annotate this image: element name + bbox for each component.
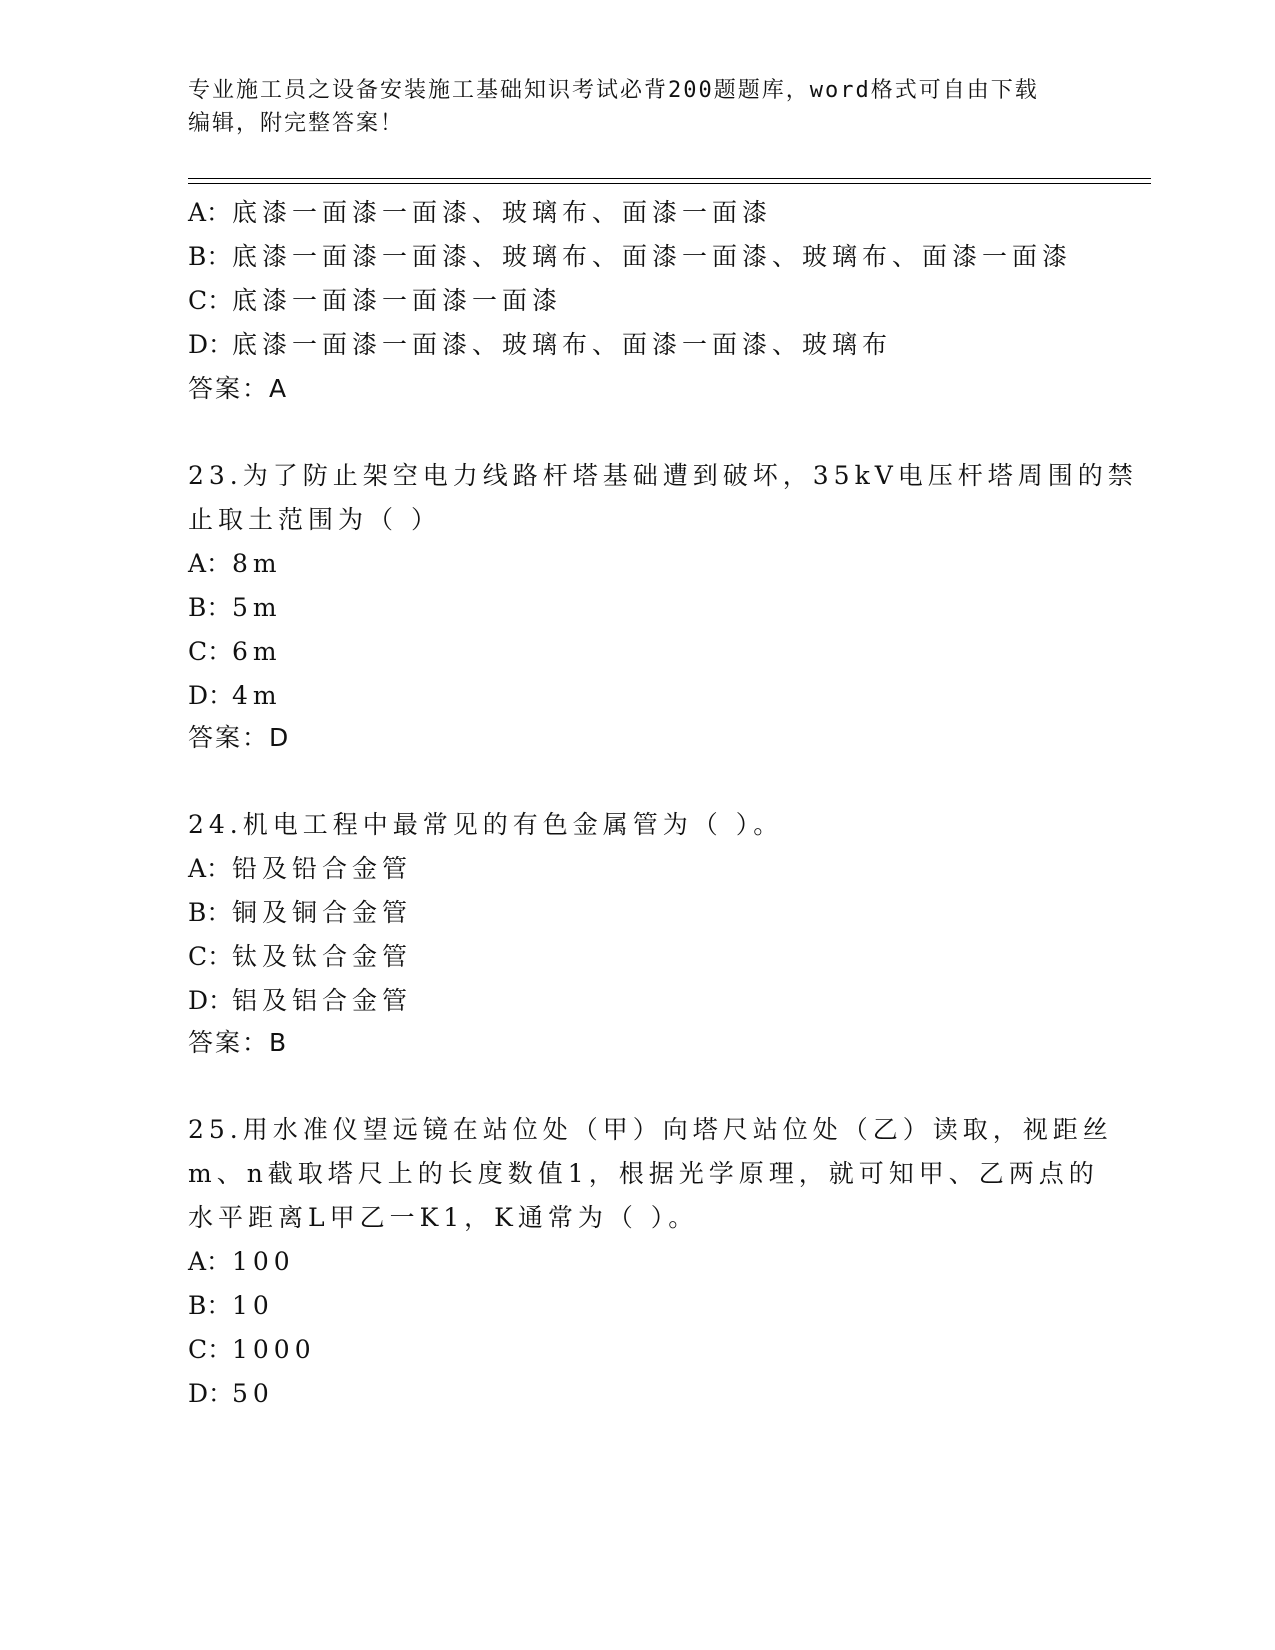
header-line-2: 编辑，附完整答案！ xyxy=(188,111,405,136)
q23-option-a-text: 8m xyxy=(232,549,282,578)
q23-option-d xyxy=(188,676,282,712)
header-divider-bottom xyxy=(188,183,1151,184)
q22-option-d-text: 底漆一面漆一面漆、玻璃布、面漆一面漆、玻璃布 xyxy=(232,330,893,359)
q22-option-a xyxy=(188,193,772,229)
q23-option-c-label: C： xyxy=(188,637,233,666)
q24-option-b-label: B： xyxy=(188,898,232,927)
q24-option-d-label: D： xyxy=(188,986,234,1015)
q24-answer: 答案：B xyxy=(188,1028,289,1057)
q22-option-d xyxy=(188,325,892,361)
q24-stem-line-1: 24.机电工程中最常见的有色金属管为（ ）。 xyxy=(188,810,784,839)
q23-option-b-text: 5m xyxy=(232,593,282,622)
q23-stem-line-1: 23.为了防止架空电力线路杆塔基础遭到破坏，35kV电压杆塔周围的禁 xyxy=(188,461,1138,490)
q24-option-d xyxy=(188,981,412,1017)
q23-option-c xyxy=(188,632,282,668)
q22-option-c-label: C： xyxy=(188,286,233,315)
q23-option-d-label: D： xyxy=(188,681,234,710)
q24-option-c-text: 钛及钛合金管 xyxy=(232,942,413,971)
header-line-1: 专业施工员之设备安装施工基础知识考试必背200题题库，word格式可自由下载 xyxy=(188,78,1039,103)
q22-option-a-label: A： xyxy=(188,198,232,227)
q25-option-a-text: 100 xyxy=(232,1247,295,1276)
q22-answer: 答案：A xyxy=(188,374,289,403)
q23-answer: 答案：D xyxy=(188,723,291,752)
q22-option-a-text: 底漆一面漆一面漆、玻璃布、面漆一面漆 xyxy=(232,198,773,227)
q22-option-b-label: B： xyxy=(188,242,232,271)
q23-stem-line-2: 止取土范围为（ ） xyxy=(188,505,441,534)
q24-option-c-label: C： xyxy=(188,942,233,971)
q24-option-d-text: 铝及铝合金管 xyxy=(232,986,413,1015)
q22-option-c xyxy=(188,281,562,317)
q25-stem-line-2: m、n截取塔尺上的长度数值1，根据光学原理，就可知甲、乙两点的 xyxy=(188,1159,1099,1188)
q24-option-b-text: 铜及铜合金管 xyxy=(232,898,413,927)
q25-option-b-label: B： xyxy=(188,1291,232,1320)
q23-option-b-label: B： xyxy=(188,593,232,622)
q25-option-a xyxy=(188,1242,295,1278)
q22-option-d-label: D： xyxy=(188,330,234,359)
q23-option-d-text: 4m xyxy=(232,681,282,710)
q25-stem-line-3: 水平距离L甲乙一K1，K通常为（ ）。 xyxy=(188,1203,699,1232)
q22-option-b xyxy=(188,237,1072,273)
q25-option-c-label: C： xyxy=(188,1335,233,1364)
document-header xyxy=(188,74,1088,140)
q25-option-b xyxy=(188,1286,274,1322)
q23-option-b xyxy=(188,588,282,624)
header-divider-top xyxy=(188,178,1151,179)
q22-option-b-text: 底漆一面漆一面漆、玻璃布、面漆一面漆、玻璃布、面漆一面漆 xyxy=(232,242,1073,271)
q25-option-b-text: 10 xyxy=(232,1291,274,1320)
q25-option-c-text: 1000 xyxy=(232,1335,316,1364)
q23-option-a-label: A： xyxy=(188,549,232,578)
q22-option-c-text: 底漆一面漆一面漆一面漆 xyxy=(232,286,563,315)
q24-option-c xyxy=(188,937,412,973)
q23-option-c-text: 6m xyxy=(232,637,282,666)
q25-option-d-label: D： xyxy=(188,1379,234,1408)
q24-option-a-label: A： xyxy=(188,854,232,883)
q25-option-d xyxy=(188,1374,274,1410)
q24-option-a xyxy=(188,849,412,885)
q24-option-a-text: 铅及铅合金管 xyxy=(232,854,413,883)
q25-option-a-label: A： xyxy=(188,1247,232,1276)
q25-option-d-text: 50 xyxy=(232,1379,274,1408)
q24-option-b xyxy=(188,893,412,929)
q23-option-a xyxy=(188,544,282,580)
q25-stem-line-1: 25.用水准仪望远镜在站位处（甲）向塔尺站位处（乙）读取，视距丝 xyxy=(188,1115,1113,1144)
q25-option-c xyxy=(188,1330,316,1366)
